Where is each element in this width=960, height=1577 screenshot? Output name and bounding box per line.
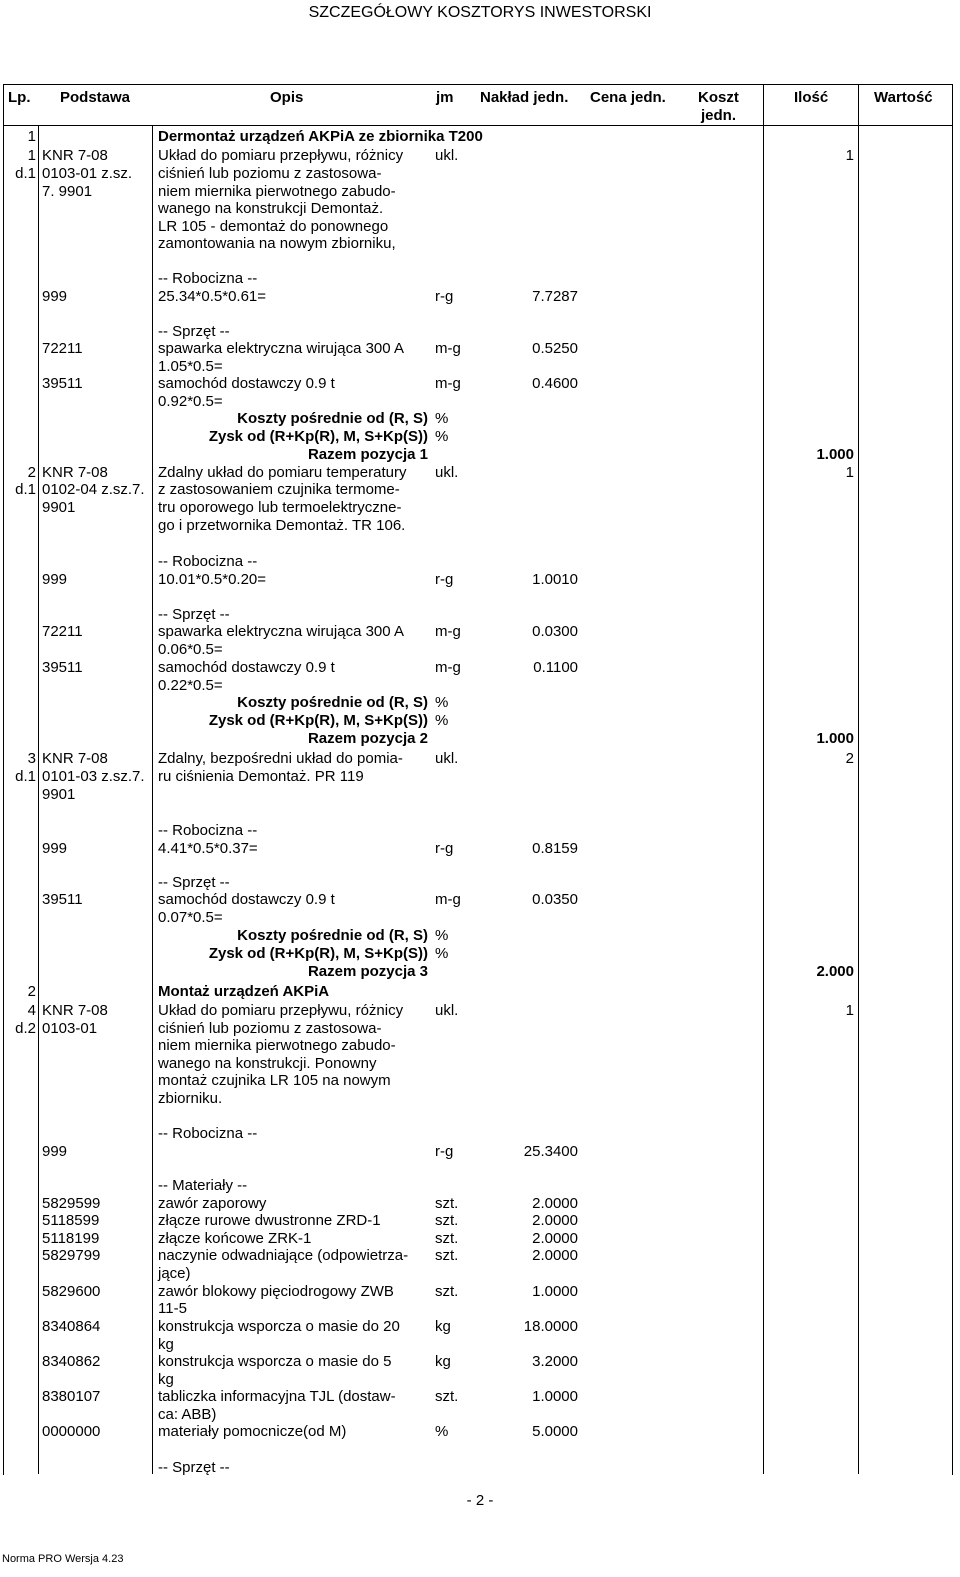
header-lp: Lp. <box>8 89 31 106</box>
cell-desc: Układ do pomiaru przepływu, różnicy <box>158 1002 404 1019</box>
header-divider <box>3 125 953 126</box>
header-description: Opis <box>270 89 304 106</box>
cell-desc: 1.05*0.5= <box>158 358 223 375</box>
cell-jm: r-g <box>435 571 454 588</box>
cell-jm: szt. <box>435 1388 459 1405</box>
cell-desc: Razem pozycja 3 <box>307 963 428 980</box>
cell-base: 7. 9901 <box>42 183 93 200</box>
cell-qty: 1.000 <box>816 730 854 747</box>
cell-norm: 1.0010 <box>532 571 578 588</box>
cell-lp: d.2 <box>15 1020 36 1037</box>
cell-qty: 2.000 <box>816 963 854 980</box>
document-title: SZCZEGÓŁOWY KOSZTORYS INWESTORSKI <box>308 4 652 21</box>
cell-norm: 2.0000 <box>532 1212 578 1229</box>
cell-desc: konstrukcja wsporcza o masie do 20 <box>158 1318 400 1335</box>
cell-base: KNR 7-08 <box>42 1002 108 1019</box>
cell-norm: 0.0350 <box>532 891 578 908</box>
cell-lp: d.1 <box>15 768 36 785</box>
cell-desc: -- Robocizna -- <box>158 822 258 839</box>
cell-desc: materiały pomocnicze(od M) <box>158 1423 347 1440</box>
cell-desc: Dermontaż urządzeń AKPiA ze zbiornika T200 <box>158 128 483 145</box>
cell-desc: 10.01*0.5*0.20= <box>158 571 267 588</box>
cell-base: 0102-04 z.sz.7. <box>42 481 145 498</box>
cell-desc: 4.41*0.5*0.37= <box>158 840 258 857</box>
cell-base: 8340862 <box>42 1353 101 1370</box>
header-unit-cost-line2: jedn. <box>701 107 737 124</box>
cell-jm: kg <box>435 1353 451 1370</box>
cell-jm: m-g <box>435 623 461 640</box>
cell-jm: szt. <box>435 1212 459 1229</box>
header-quantity: Ilość <box>794 89 829 106</box>
cell-norm: 3.2000 <box>532 1353 578 1370</box>
cell-jm: m-g <box>435 375 461 392</box>
cell-lp: d.1 <box>15 165 36 182</box>
cell-desc: spawarka elektryczna wirująca 300 A <box>158 340 404 357</box>
cell-base: 8340864 <box>42 1318 101 1335</box>
cell-desc: wanego na konstrukcji. Ponowny <box>158 1055 377 1072</box>
cell-jm: r-g <box>435 840 454 857</box>
cell-lp: 2 <box>27 464 36 481</box>
cell-base: 5829600 <box>42 1283 101 1300</box>
cell-base: KNR 7-08 <box>42 147 108 164</box>
cell-desc: złącze rurowe dwustronne ZRD-1 <box>158 1212 381 1229</box>
cell-jm: ukl. <box>435 147 459 164</box>
cell-base: 999 <box>42 840 68 857</box>
cell-desc: ciśnień lub poziomu z zastosowa- <box>158 1020 382 1037</box>
cell-desc: wanego na konstrukcji Demontaż. <box>158 200 384 217</box>
cell-base: 0103-01 z.sz. <box>42 165 133 182</box>
cell-desc: 0.07*0.5= <box>158 909 223 926</box>
cell-base: 999 <box>42 288 68 305</box>
header-unit: jm <box>436 89 454 106</box>
cell-base: 0000000 <box>42 1423 101 1440</box>
cell-qty: 1 <box>845 1002 854 1019</box>
cell-norm: 0.1100 <box>533 659 578 676</box>
cell-desc: niem miernika pierwotnego zabudo- <box>158 183 396 200</box>
cell-desc: Montaż urządzeń AKPiA <box>158 983 330 1000</box>
cell-desc: montaż czujnika LR 105 na nowym <box>158 1072 391 1089</box>
cell-jm: % <box>435 428 449 445</box>
cell-qty: 1 <box>845 147 854 164</box>
cell-desc: samochód dostawczy 0.9 t <box>158 659 335 676</box>
cell-desc: zawór zaporowy <box>158 1195 267 1212</box>
cell-desc: LR 105 - demontaż do ponownego <box>158 218 389 235</box>
cell-desc: Zdalny, bezpośredni układ do pomia- <box>158 750 403 767</box>
cell-desc: ciśnień lub poziomu z zastosowa- <box>158 165 382 182</box>
cell-qty: 1.000 <box>816 446 854 463</box>
cell-desc: Zysk od (R+Kp(R), M, S+Kp(S)) <box>208 428 428 445</box>
cell-jm: % <box>435 945 449 962</box>
cell-norm: 5.0000 <box>532 1423 578 1440</box>
cell-norm: 2.0000 <box>532 1230 578 1247</box>
cell-desc: kg <box>158 1336 174 1353</box>
cell-lp: 4 <box>27 1002 36 1019</box>
cell-jm: ukl. <box>435 464 459 481</box>
cell-desc: Razem pozycja 1 <box>307 446 428 463</box>
cell-norm: 1.0000 <box>532 1388 578 1405</box>
cell-jm: % <box>435 712 449 729</box>
cell-desc: spawarka elektryczna wirująca 300 A <box>158 623 404 640</box>
cell-jm: ukl. <box>435 750 459 767</box>
header-value: Wartość <box>874 89 933 106</box>
cell-base: 5829799 <box>42 1247 101 1264</box>
cell-desc: tru oporowego lub termoelektryczne- <box>158 499 402 516</box>
cell-desc: jące) <box>158 1265 191 1282</box>
cell-base: 5118599 <box>42 1212 100 1229</box>
cell-jm: szt. <box>435 1230 459 1247</box>
cell-desc: kg <box>158 1371 174 1388</box>
cell-norm: 0.8159 <box>532 840 578 857</box>
cell-desc: -- Robocizna -- <box>158 553 258 570</box>
cell-norm: 0.4600 <box>532 375 578 392</box>
col-divider-unit-cost <box>763 84 764 1474</box>
cell-jm: % <box>435 694 449 711</box>
cell-jm: m-g <box>435 340 461 357</box>
col-divider-base <box>152 125 153 1474</box>
cell-desc: -- Robocizna -- <box>158 270 258 287</box>
cell-desc: -- Sprzęt -- <box>158 606 230 623</box>
cell-base: 0101-03 z.sz.7. <box>42 768 145 785</box>
cell-jm: m-g <box>435 891 461 908</box>
cell-desc: samochód dostawczy 0.9 t <box>158 375 335 392</box>
cell-base: 9901 <box>42 786 76 803</box>
cell-qty: 1 <box>845 464 854 481</box>
cell-base: 5829599 <box>42 1195 101 1212</box>
cell-desc: 11-5 <box>158 1300 187 1317</box>
cell-norm: 18.0000 <box>523 1318 578 1335</box>
cell-desc: tabliczka informacyjna TJL (dostaw- <box>158 1388 396 1405</box>
cell-jm: ukl. <box>435 1002 459 1019</box>
cell-lp: d.1 <box>15 481 36 498</box>
cell-jm: % <box>435 410 449 427</box>
cell-base: 9901 <box>42 499 76 516</box>
cell-base: 999 <box>42 1143 68 1160</box>
cell-jm: m-g <box>435 659 461 676</box>
cell-desc: naczynie odwadniające (odpowietrza- <box>158 1247 409 1264</box>
cell-base: 39511 <box>42 659 83 676</box>
cell-base: KNR 7-08 <box>42 464 108 481</box>
header-base: Podstawa <box>60 89 131 106</box>
col-divider-qty <box>858 84 859 1474</box>
cell-base: 999 <box>42 571 68 588</box>
cell-jm: szt. <box>435 1283 459 1300</box>
cell-desc: złącze końcowe ZRK-1 <box>158 1230 312 1247</box>
cell-base: 39511 <box>42 891 83 908</box>
cell-desc: 0.06*0.5= <box>158 641 223 658</box>
cell-desc: ca: ABB) <box>158 1406 217 1423</box>
cell-base: 0103-01 <box>42 1020 98 1037</box>
cell-desc: zamontowania na nowym zbiorniku, <box>158 235 396 252</box>
cell-desc: Koszty pośrednie od (R, S) <box>237 694 428 711</box>
cell-desc: niem miernika pierwotnego zabudo- <box>158 1037 396 1054</box>
cell-jm: kg <box>435 1318 451 1335</box>
header-unit-price: Cena jedn. <box>590 89 666 106</box>
cell-desc: zawór blokowy pięciodrogowy ZWB <box>158 1283 394 1300</box>
cell-desc: Zysk od (R+Kp(R), M, S+Kp(S)) <box>208 945 428 962</box>
cell-base: 5118199 <box>42 1230 100 1247</box>
page-number: - 2 - <box>466 1492 494 1509</box>
cell-desc: Koszty pośrednie od (R, S) <box>237 410 428 427</box>
cell-base: 72211 <box>42 340 83 357</box>
cell-desc: Zdalny układ do pomiaru temperatury <box>158 464 407 481</box>
cell-desc: Układ do pomiaru przepływu, różnicy <box>158 147 404 164</box>
cell-base: 72211 <box>42 623 83 640</box>
cell-desc: Koszty pośrednie od (R, S) <box>237 927 428 944</box>
cell-desc: Zysk od (R+Kp(R), M, S+Kp(S)) <box>208 712 428 729</box>
cell-jm: r-g <box>435 288 454 305</box>
cell-jm: szt. <box>435 1195 459 1212</box>
cell-jm: r-g <box>435 1143 454 1160</box>
cell-jm: % <box>435 927 449 944</box>
cell-desc: Razem pozycja 2 <box>307 730 428 747</box>
cell-jm: % <box>435 1423 449 1440</box>
cell-lp: 2 <box>27 983 36 1000</box>
cell-jm: szt. <box>435 1247 459 1264</box>
cell-lp: 3 <box>27 750 36 767</box>
cell-desc: samochód dostawczy 0.9 t <box>158 891 335 908</box>
cell-desc: -- Sprzęt -- <box>158 874 230 891</box>
cell-base: 39511 <box>42 375 83 392</box>
cell-norm: 2.0000 <box>532 1195 578 1212</box>
col-divider-lp <box>38 125 39 1474</box>
cell-desc: -- Materiały -- <box>158 1177 248 1194</box>
cell-lp: 1 <box>27 128 36 145</box>
cell-norm: 0.5250 <box>532 340 578 357</box>
cell-lp: 1 <box>27 147 36 164</box>
header-unit-cost: Koszt <box>698 89 739 106</box>
cell-qty: 2 <box>845 750 854 767</box>
software-version: Norma PRO Wersja 4.23 <box>2 1553 124 1565</box>
cell-desc: go i przetwornika Demontaż. TR 106. <box>158 517 406 534</box>
cell-norm: 0.0300 <box>532 623 578 640</box>
cell-base: KNR 7-08 <box>42 750 108 767</box>
cell-norm: 1.0000 <box>532 1283 578 1300</box>
cell-desc: 0.22*0.5= <box>158 677 223 694</box>
cell-norm: 2.0000 <box>532 1247 578 1264</box>
cell-desc: konstrukcja wsporcza o masie do 5 <box>158 1353 392 1370</box>
cell-norm: 7.7287 <box>532 288 578 305</box>
cell-desc: zbiorniku. <box>158 1090 223 1107</box>
cell-desc: z zastosowaniem czujnika termome- <box>158 481 400 498</box>
cell-desc: -- Sprzęt -- <box>158 1459 230 1476</box>
cell-desc: -- Sprzęt -- <box>158 323 230 340</box>
header-norm: Nakład jedn. <box>480 89 569 106</box>
cell-desc: 25.34*0.5*0.61= <box>158 288 267 305</box>
cell-desc: ru ciśnienia Demontaż. PR 119 <box>158 768 364 785</box>
cell-norm: 25.3400 <box>523 1143 578 1160</box>
cell-desc: -- Robocizna -- <box>158 1125 258 1142</box>
cell-desc: 0.92*0.5= <box>158 393 223 410</box>
cell-base: 8380107 <box>42 1388 101 1405</box>
